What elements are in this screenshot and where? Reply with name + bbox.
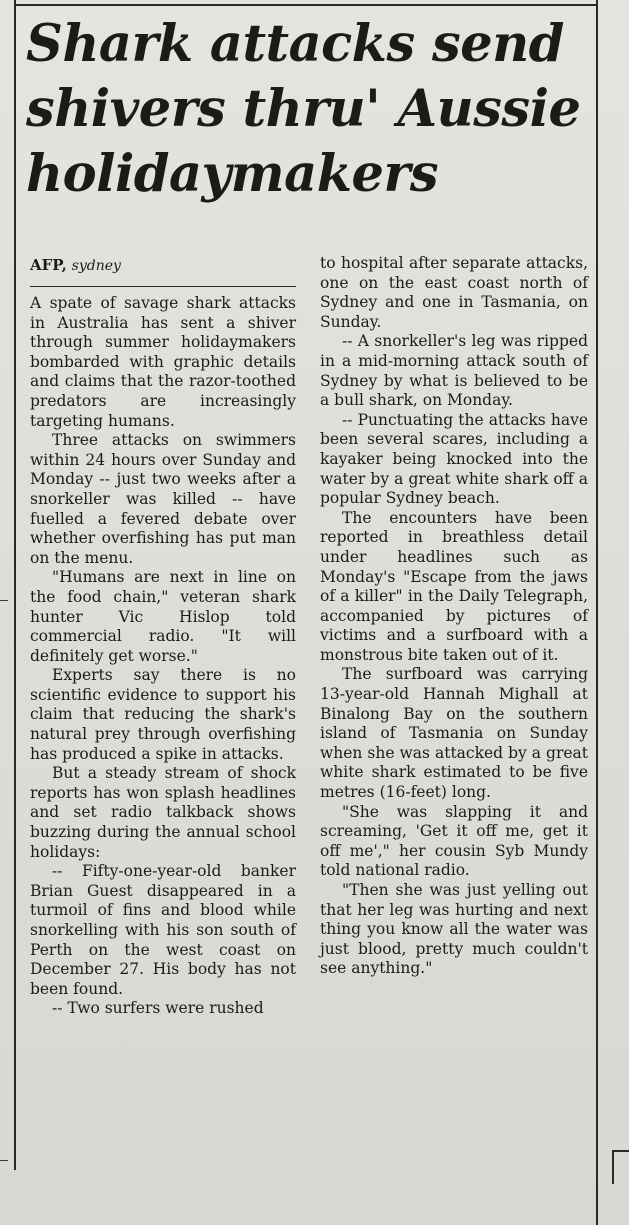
adjacent-article-rule (0, 1160, 8, 1161)
paragraph: -- Punctuating the attacks have been several scares, including a kayaker being knocked into the water by a great white shark off a popular Sydney beach. (320, 410, 588, 508)
headline-line: holidaymakers (26, 144, 439, 204)
right-column-rule (596, 0, 598, 1225)
paragraph: Three attacks on swimmers within 24 hours over Sunday and Monday -- just two weeks after a snorkeller was killed -- have fuelled a fevered debate over whether overfishing has put man on the menu. (30, 431, 296, 567)
paragraph: -- Fifty-one-year-old banker Brian Guest disappeared in a turmoil of fins and blood while snorkelling with his son south of Perth on the west coast on December 27. His body has not been found. (30, 862, 296, 998)
headline-line: shivers thru' Aussie (26, 79, 581, 139)
paragraph: "She was slapping it and screaming, 'Get it off me, get it off me'," her cousin Syb Mundy told national radio. (320, 802, 588, 880)
adjacent-article-rule (0, 600, 8, 601)
top-border-rule (14, 4, 598, 6)
article-column-2 (320, 254, 588, 979)
adjacent-article-box (612, 1150, 629, 1184)
paragraph: The surfboard was carrying 13-year-old Hannah Mighall at Binalong Bay on the southern island of Tasmania on Sunday when she was attacked by a great white shark estimated to be five metres (16-feet) long. (320, 665, 588, 802)
byline-rule (30, 286, 296, 287)
paragraph: -- A snorkeller's leg was ripped in a mid-morning attack south of Sydney by what is believed to be a bull shark, on Monday. (320, 332, 588, 410)
paragraph: But a steady stream of shock reports has won splash headlines and set radio talkback shows buzzing during the annual school holidays: (30, 764, 296, 861)
headline-line: Shark attacks send (26, 14, 564, 74)
headline (26, 12, 586, 207)
byline-dateline: sydney (71, 258, 121, 274)
paragraph: Experts say there is no scientific evidence to support his claim that reducing the shark's natural prey through overfishing has produced a spike in attacks. (30, 666, 296, 763)
paragraph: "Then she was just yelling out that her leg was hurting and next thing you know all the water was just blood, pretty much couldn't see anything." (320, 881, 588, 978)
left-column-rule (14, 0, 16, 1170)
paragraph: The encounters have been reported in breathless detail under headlines such as Monday's "Escape from the jaws of a killer" in the Daily Telegraph, accompanied by pictures of victims and a surfboard with a monstrous bite taken out of it. (320, 508, 588, 664)
paragraph: -- Two surfers were rushed (52, 999, 264, 1018)
paragraph: to hospital after separate attacks, one on the east coast north of Sydney and one in Tasmania, on Sunday. (320, 254, 588, 331)
byline-agency: AFP, (30, 256, 67, 274)
paragraph: A spate of savage shark attacks in Australia has sent a shiver through summer holidaymakers bombarded with graphic details and claims that the razor-toothed predators are increasingly targeting humans. (30, 294, 296, 430)
article-column-1 (30, 294, 296, 1019)
byline (30, 256, 121, 274)
paragraph: "Humans are next in line on the food chain," veteran shark hunter Vic Hislop told commercial radio. "It will definitely get worse." (30, 568, 296, 665)
